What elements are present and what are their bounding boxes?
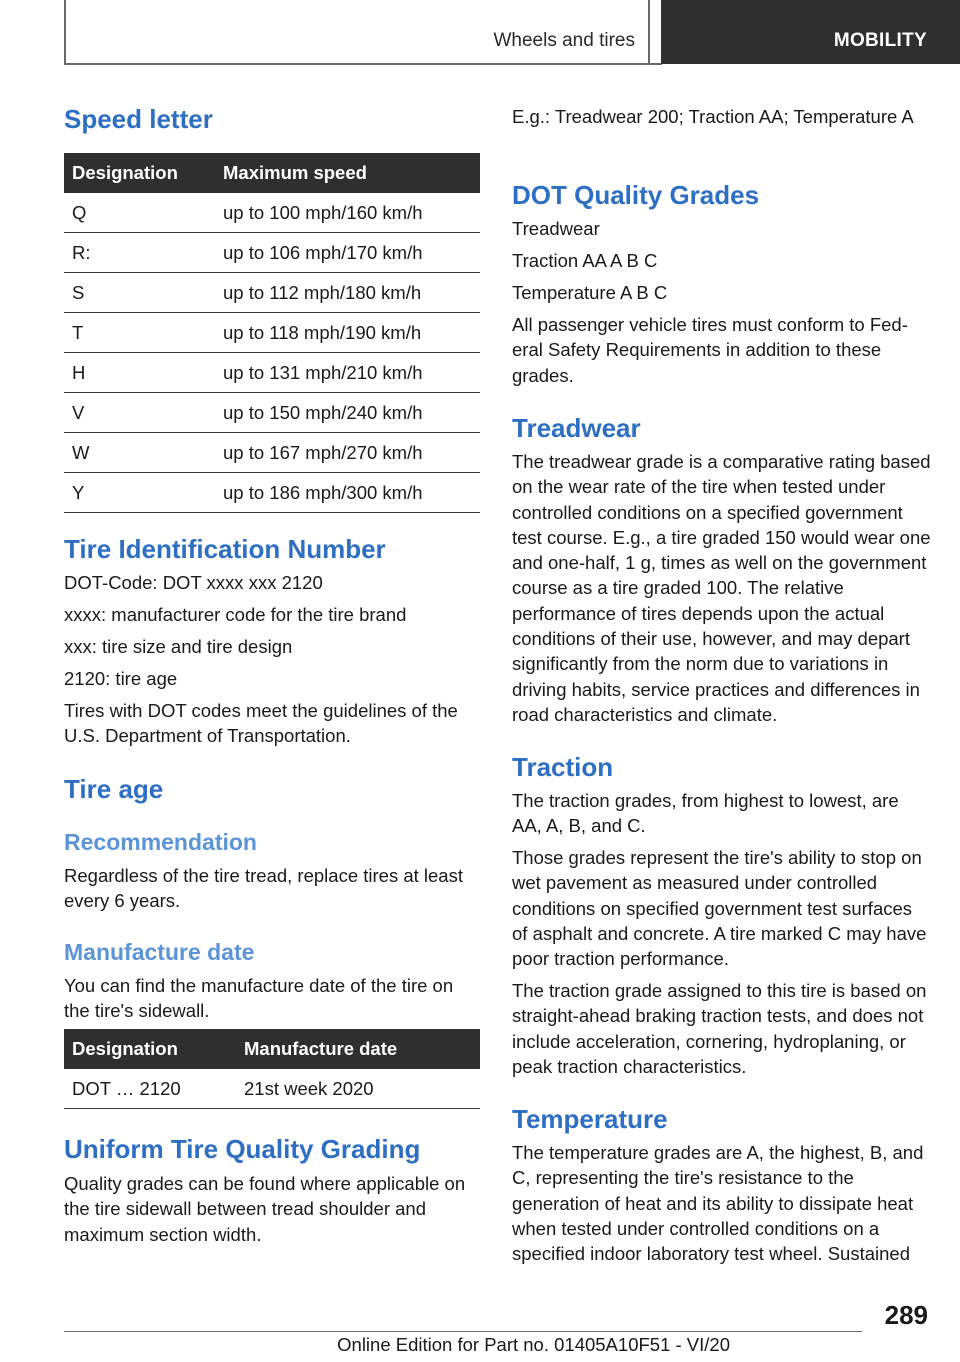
header-divider: [648, 0, 650, 64]
table-row: [64, 273, 480, 313]
utqg-heading: Uniform Tire Quality Grading: [64, 1134, 421, 1164]
header-chapter-tab: [661, 0, 960, 64]
table-cell: Y: [64, 473, 215, 513]
header-left-rule: [64, 0, 66, 64]
tire-age-heading: Tire age: [64, 774, 164, 804]
table-cell: up to 118 mph/190 km/h: [215, 313, 480, 353]
table-row: [64, 353, 480, 393]
table-row: [64, 433, 480, 473]
tin-age-code: 2120: tire age: [64, 668, 178, 689]
table-row: [64, 313, 480, 353]
table-cell: DOT … 2120: [64, 1069, 236, 1109]
table-header-max-speed: Maximum speed: [215, 153, 480, 193]
speed-letter-heading: Speed letter: [64, 104, 213, 134]
header-section-title: Wheels and tires: [493, 30, 635, 51]
table-header-designation: Designation: [64, 153, 215, 193]
tin-size-code: xxx: tire size and tire design: [64, 636, 293, 657]
table-cell: up to 131 mph/210 km/h: [215, 353, 480, 393]
traction-text-1: The traction grades, from highest to lowest, are AA, A, B, and C.: [512, 790, 899, 837]
dot-temperature-line: Temperature A B C: [512, 282, 668, 303]
footer-rule: [64, 1331, 862, 1332]
table-header-manufacture-date: Manufacture date: [236, 1029, 480, 1069]
dot-treadwear-line: Treadwear: [512, 218, 600, 239]
recommendation-text: Regardless of the tire tread, replace tires at least every 6 years.: [64, 865, 463, 912]
tin-manufacturer-code: xxxx: manufacturer code for the tire brand: [64, 604, 407, 625]
table-cell: up to 186 mph/300 km/h: [215, 473, 480, 513]
manufacture-date-text: You can find the manufacture date of the tire on the tire's sidewall.: [64, 975, 454, 1022]
recommendation-heading: Recommendation: [64, 829, 257, 855]
table-header-designation: Designation: [64, 1029, 236, 1069]
header-chapter-label: MOBILITY: [833, 30, 927, 51]
table-row: [64, 473, 480, 513]
example-grades-text: E.g.: Treadwear 200; Traction AA; Temperature A: [512, 106, 914, 127]
traction-heading: Traction: [512, 752, 614, 782]
table-row: [64, 193, 480, 233]
table-cell: R:: [64, 233, 215, 273]
tin-dot-guidelines: Tires with DOT codes meet the guidelines of the U.S. Department of Transportation.: [64, 700, 458, 747]
table-row: [64, 233, 480, 273]
table-cell: Q: [64, 193, 215, 233]
table-cell: S: [64, 273, 215, 313]
speed-letter-table: [64, 153, 480, 513]
utqg-text: Quality grades can be found where applicable on the tire sidewall between tread shoulder and maximum section width.: [64, 1173, 466, 1245]
manufacture-date-table: [64, 1029, 480, 1109]
table-cell: T: [64, 313, 215, 353]
treadwear-heading: Treadwear: [512, 413, 641, 443]
table-cell: 21st week 2020: [236, 1069, 480, 1109]
traction-text-3: The traction grade assigned to this tire is based on straight-ahead braking traction tests, and does not include acceleration, cornering, hydroplaning, or peak traction characteristics.: [512, 980, 927, 1077]
table-cell: up to 167 mph/270 km/h: [215, 433, 480, 473]
table-cell: H: [64, 353, 215, 393]
manufacture-date-heading: Manufacture date: [64, 939, 255, 965]
table-cell: up to 112 mph/180 km/h: [215, 273, 480, 313]
treadwear-text: The treadwear grade is a comparative rating based on the wear rate of the tire when tested under controlled conditions on a specified government test course. E.g., a tire graded 150 would wear one and one-half, 1 g, times as well on the government course as a tire graded 100. The relative performance of tires depends upon the actual conditions of their use, however, and may depart significantly from the norm due to variations in driving habits, service practices and differences in road characteristics and climate.: [512, 451, 931, 725]
tin-dot-code: DOT-Code: DOT xxxx xxx 2120: [64, 572, 323, 593]
table-cell: V: [64, 393, 215, 433]
table-cell: up to 150 mph/240 km/h: [215, 393, 480, 433]
temperature-text: The temperature grades are A, the highest, B, and C, representing the tire's resistance to the generation of heat and its ability to dissipate heat when tested under controlled conditions on a specified indoor laboratory test wheel. Sustained: [512, 1142, 924, 1265]
footer-edition: Online Edition for Part no. 01405A10F51 - VI/20: [337, 1334, 730, 1355]
dot-traction-line: Traction AA A B C: [512, 250, 658, 271]
table-cell: W: [64, 433, 215, 473]
table-cell: up to 106 mph/170 km/h: [215, 233, 480, 273]
header-bottom-rule: [64, 63, 662, 65]
temperature-heading: Temperature: [512, 1104, 668, 1134]
traction-text-2: Those grades represent the tire's ability to stop on wet pavement as measured under controlled conditions on specified government test surfaces of asphalt and concrete. A tire marked C may have poor traction performance.: [512, 847, 927, 970]
dot-requirements-text: All passenger vehicle tires must conform to Federal Safety Requirements in addition to these grades.: [512, 314, 908, 386]
table-row: [64, 1069, 480, 1109]
table-cell: up to 100 mph/160 km/h: [215, 193, 480, 233]
table-row: [64, 393, 480, 433]
page-number: 289: [884, 1300, 928, 1330]
tin-heading: Tire Identification Number: [64, 534, 386, 564]
dot-quality-grades-heading: DOT Quality Grades: [512, 180, 760, 210]
